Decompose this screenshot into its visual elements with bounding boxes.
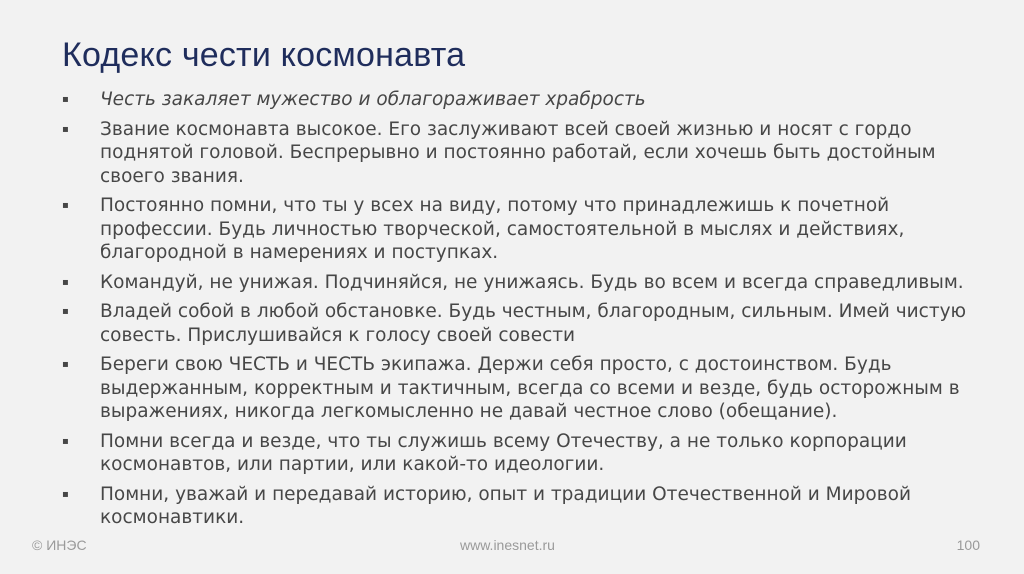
bullet-marker: ▪: [62, 488, 69, 500]
bullet-marker: ▪: [62, 94, 69, 105]
bullet-text: Владей собой в любой обстановке. Будь честным, благородным, сильным. Имей чистую совесть. Прислушивайся к голосу своей совести: [100, 301, 967, 346]
slide-title: Кодекс чести космонавта: [62, 36, 466, 74]
bullet-item: [62, 353, 982, 424]
bullet-item: [62, 430, 982, 477]
bullet-text: Помни, уважай и передавай историю, опыт и традиции Отечественной и Мировой космонавтики.: [100, 483, 911, 528]
bullet-text: Постоянно помни, что ты у всех на виду, потому что принадлежишь к почетной профессии. Будь личностью творческой, самостоятельной в мыслях и действиях, благородной в намерениях и поступках.: [100, 195, 905, 263]
bullet-item: [62, 271, 982, 295]
bullet-text: Звание космонавта высокое. Его заслуживают всей своей жизнью и носят с гордо поднятой головой. Беспрерывно и постоянно работай, если хочешь быть достойным своего звания.: [100, 118, 936, 187]
bullet-marker: ▪: [62, 306, 69, 317]
bullet-list: [62, 88, 982, 536]
bullet-marker: ▪: [62, 359, 69, 370]
bullet-text: Честь закаляет мужество и облагораживает храбрость: [100, 89, 646, 110]
bullet-marker: ▪: [62, 435, 69, 447]
bullet-item: [62, 194, 982, 265]
bullet-marker: ▪: [62, 200, 69, 211]
bullet-item: [62, 88, 982, 112]
bullet-text: Береги свою ЧЕСТЬ и ЧЕСТЬ экипажа. Держи себя просто, с достоинством. Будь выдержанным, корректным и тактичным, всегда со всеми и везде, будь осторожным в выражениях, никогда легкомысленно не давай честное слово (обещание).: [100, 354, 960, 422]
bullet-marker: ▪: [62, 276, 69, 288]
bullet-text: Командуй, не унижая. Подчиняйся, не унижаясь. Будь во всем и всегда справедливым.: [100, 271, 964, 293]
footer-url[interactable]: www.inesnet.ru: [460, 537, 555, 553]
bullet-item: [62, 483, 982, 530]
footer-copyright: © ИНЭС: [32, 537, 87, 553]
bullet-item: [62, 118, 982, 189]
bullet-text: Помни всегда и везде, что ты служишь всему Отечеству, а не только корпорации космонавтов, или партии, или какой-то идеологии.: [100, 430, 907, 475]
bullet-item: [62, 300, 982, 347]
page-number: 100: [956, 537, 980, 553]
bullet-marker: ▪: [62, 123, 69, 135]
